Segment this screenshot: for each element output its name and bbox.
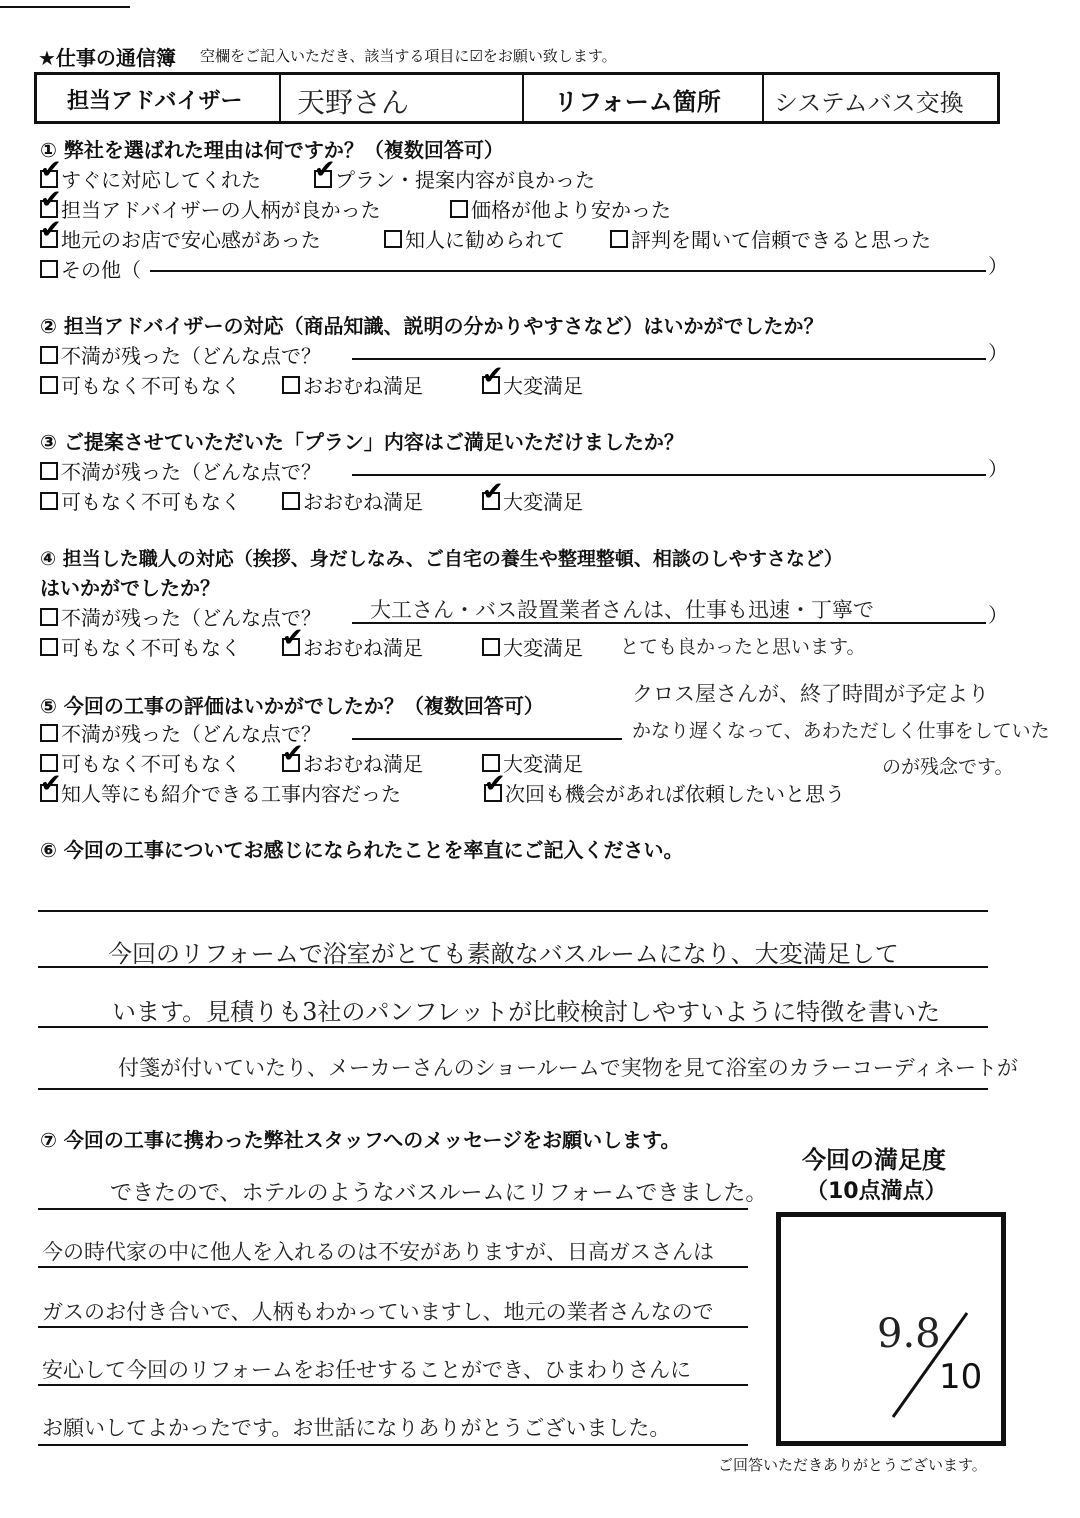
- score-box[interactable]: [776, 1212, 1006, 1446]
- q5-note-1: クロス屋さんが、終了時間が予定より: [632, 682, 989, 706]
- q4-option-0[interactable]: 可もなく不可もなく: [40, 632, 241, 661]
- q6-title: ⑥ 今回の工事についてお感じになられたことを率直にご記入ください。: [40, 838, 684, 862]
- q5-dissatisfied[interactable]: 不満が残った（どんな点で？: [40, 718, 321, 747]
- q1-option-2[interactable]: ✔担当アドバイザーの人柄が良かった: [40, 194, 381, 223]
- score-max: 10: [939, 1357, 983, 1397]
- q7-text-1: 今の時代家の中に他人を入れるのは不安がありますが、日高ガスさんは: [42, 1240, 714, 1264]
- checkbox[interactable]: [40, 230, 58, 248]
- q4-close-paren: ）: [988, 603, 1008, 627]
- reform-label-cell: [524, 75, 764, 121]
- q6-text-1: います。見積りも3社のパンフレットが比較検討しやすいように特徴を書いた: [112, 998, 941, 1026]
- checkbox[interactable]: [282, 754, 300, 772]
- q5-option-1[interactable]: ✔ おおむね満足: [282, 748, 423, 777]
- checkbox[interactable]: [40, 608, 58, 626]
- checkbox[interactable]: [40, 638, 58, 656]
- q3-title: ③ ご提案させていただいた「プラン」内容はご満足いただけましたか？: [40, 430, 684, 454]
- q5-title: ⑤ 今回の工事の評価はいかがでしたか？（複数回答可）: [40, 694, 544, 718]
- checkbox[interactable]: [282, 376, 300, 394]
- checkbox[interactable]: [314, 170, 332, 188]
- checkbox[interactable]: [282, 638, 300, 656]
- q7-line-3[interactable]: [38, 1384, 748, 1386]
- checkbox[interactable]: [40, 492, 58, 510]
- q1-option-3[interactable]: 価格が他より安かった: [450, 194, 671, 223]
- q5-note-3: のが残念です。: [882, 756, 1014, 778]
- checkbox[interactable]: [484, 784, 502, 802]
- checkbox[interactable]: [282, 492, 300, 510]
- q7-line-4[interactable]: [38, 1444, 748, 1446]
- q6-text-2: 付箋が付いていたり、メーカーさんのショールームで実物を見て浴室のカラーコーディネートが: [118, 1056, 1019, 1080]
- q4-answer-2: とても良かったと思います。: [620, 636, 866, 658]
- score-label: 今回の満足度: [802, 1146, 946, 1174]
- q1-option-0[interactable]: ✔すぐに対応してくれた: [40, 164, 261, 193]
- q4-answer: 大工さん・バス設置業者さんは、仕事も迅速・丁寧で: [370, 598, 874, 622]
- form-title: ★仕事の通信簿: [38, 46, 176, 70]
- q6-line-3[interactable]: [38, 1088, 988, 1090]
- q7-line-1[interactable]: [38, 1266, 748, 1268]
- reform-value: システムバス交換: [774, 89, 964, 117]
- q4-title: ④ 担当した職人の対応（挨拶、身だしなみ、ご自宅の養生や整理整頓、相談のしやすさなど）: [40, 548, 843, 570]
- checkbox[interactable]: [40, 724, 58, 742]
- q3-dissatisfied[interactable]: 不満が残った（どんな点で？: [40, 456, 321, 485]
- q1-close-paren: ）: [988, 254, 1008, 278]
- q3-option-0[interactable]: 可もなく不可もなく: [40, 486, 241, 515]
- q7-text-2: ガスのお付き合いで、人柄もわかっていますし、地元の業者さんなので: [42, 1300, 714, 1324]
- q5-option-4[interactable]: ✔ 次回も機会があれば依頼したいと思う: [484, 778, 845, 807]
- q1-option-5[interactable]: 知人に勧められて: [384, 224, 565, 253]
- q4-option-2[interactable]: 大変満足: [482, 632, 583, 661]
- header-table: [34, 72, 1000, 124]
- q2-answer-line[interactable]: [352, 358, 986, 360]
- q3-close-paren: ）: [988, 457, 1008, 481]
- advisor-label: 担当アドバイザー: [67, 89, 243, 114]
- checkbox[interactable]: [482, 376, 500, 394]
- q7-text-4: お願いしてよかったです。お世話になりありがとうございました。: [42, 1416, 671, 1440]
- q7-line-2[interactable]: [38, 1326, 748, 1328]
- q1-option-7[interactable]: その他（: [40, 254, 141, 283]
- checkbox[interactable]: [482, 638, 500, 656]
- checkbox[interactable]: [450, 200, 468, 218]
- q5-option-0[interactable]: 可もなく不可もなく: [40, 748, 241, 777]
- q2-close-paren: ）: [988, 341, 1008, 365]
- scan-edge-line: [0, 0, 130, 8]
- score-value: 9.8: [877, 1311, 941, 1357]
- checkbox[interactable]: [40, 376, 58, 394]
- reform-label: リフォーム箇所: [554, 88, 721, 116]
- q2-dissatisfied[interactable]: 不満が残った（どんな点で？: [40, 340, 321, 369]
- checkbox[interactable]: [40, 784, 58, 802]
- q7-title: ⑦ 今回の工事に携わった弊社スタッフへのメッセージをお願いします。: [40, 1128, 681, 1152]
- checkbox[interactable]: [40, 260, 58, 278]
- q7-text-3: 安心して今回のリフォームをお任せすることができ、ひまわりさんに: [42, 1358, 692, 1382]
- q2-option-1[interactable]: おおむね満足: [282, 370, 423, 399]
- advisor-value-cell[interactable]: [281, 75, 524, 121]
- advisor-label-cell: [37, 75, 281, 121]
- q7-line-0[interactable]: [38, 1208, 748, 1210]
- q1-option-1[interactable]: ✔ プラン・提案内容が良かった: [314, 164, 595, 193]
- q5-option-3[interactable]: ✔知人等にも紹介できる工事内容だった: [40, 778, 401, 807]
- checkbox[interactable]: [40, 346, 58, 364]
- q2-title: ② 担当アドバイザーの対応（商品知識、説明の分かりやすさなど）はいかがでしたか？: [40, 314, 824, 338]
- q1-title: ① 弊社を選ばれた理由は何ですか？（複数回答可）: [40, 138, 504, 162]
- q5-option-2[interactable]: 大変満足: [482, 748, 583, 777]
- q6-line-0[interactable]: [38, 910, 988, 912]
- q4-title-2: はいかがでしたか？: [40, 576, 220, 600]
- q2-option-0[interactable]: 可もなく不可もなく: [40, 370, 241, 399]
- checkbox[interactable]: [384, 230, 402, 248]
- checkbox[interactable]: [482, 492, 500, 510]
- q3-option-2[interactable]: ✔ 大変満足: [482, 486, 583, 515]
- q5-answer-line[interactable]: [352, 738, 622, 740]
- q4-dissatisfied[interactable]: 不満が残った（どんな点で？: [40, 602, 321, 631]
- q2-option-2[interactable]: ✔ 大変満足: [482, 370, 583, 399]
- advisor-value: 天野さん: [297, 86, 410, 119]
- score-sublabel: （10点満点）: [806, 1179, 947, 1204]
- q3-answer-line[interactable]: [352, 474, 986, 476]
- reform-value-cell[interactable]: [764, 75, 997, 121]
- checkbox[interactable]: [40, 462, 58, 480]
- q1-option-6[interactable]: 評判を聞いて信頼できると思った: [610, 224, 931, 253]
- form-instruction: 空欄をご記入いただき、該当する項目に☑をお願い致します。: [200, 47, 617, 65]
- q3-option-1[interactable]: おおむね満足: [282, 486, 423, 515]
- checkbox[interactable]: [610, 230, 628, 248]
- q6-text-0: 今回のリフォームで浴室がとても素敵なバスルームになり、大変満足して: [108, 940, 899, 968]
- q4-option-1[interactable]: ✔ おおむね満足: [282, 632, 423, 661]
- q1-option-4[interactable]: ✔地元のお店で安心感があった: [40, 224, 321, 253]
- q1-other-line[interactable]: [150, 270, 986, 272]
- q5-note-2: かなり遅くなって、あわただしく仕事をしていた: [632, 720, 1050, 742]
- q7-text-0: できたので、ホテルのようなバスルームにリフォームできました。: [110, 1181, 768, 1206]
- footer-thanks: ご回答いただきありがとうございます。: [718, 1456, 987, 1474]
